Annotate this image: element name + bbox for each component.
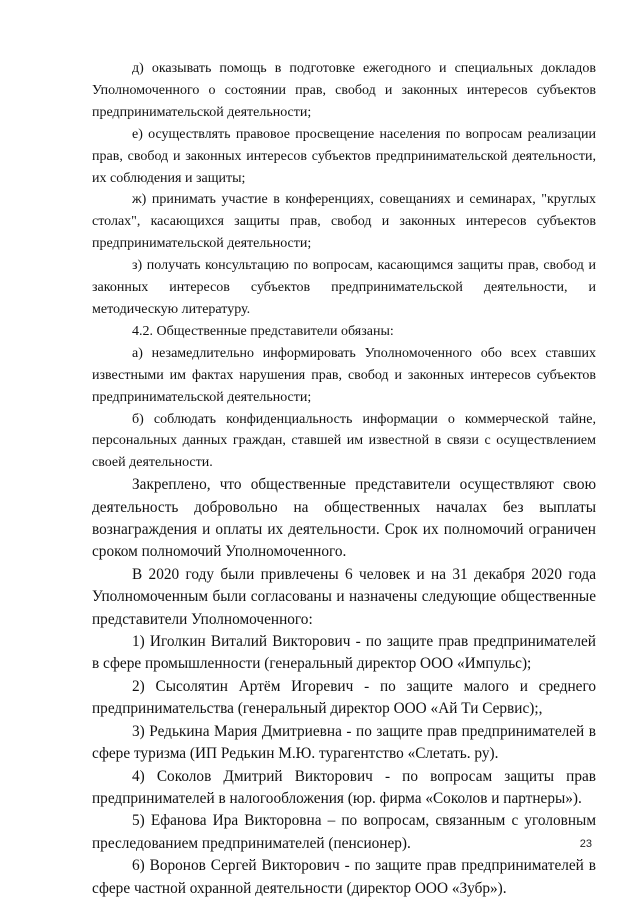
paragraph-b-confidentiality: б) соблюдать конфиденциальность информации о коммерческой тайне, персональных данных граждан, ставшей им известной в связи с осуществлением своей деятельности.: [92, 411, 596, 471]
section-4-2-heading: 4.2. Общественные представители обязаны:: [132, 323, 394, 339]
page-number: 23: [579, 838, 592, 850]
list-item-3-redkina: 3) Редькина Мария Дмитриевна - по защите прав предпринимателей в сфере туризма (ИП Редькин М.Ю. турагентство «Слетать. ру).: [92, 722, 596, 763]
paragraph-d-assist-reports: д) оказывать помощь в подготовке ежегодного и специальных докладов Уполномоченного о состоянии прав, свобод и законных интересов субъектов предпринимательской деятельности;: [92, 61, 596, 120]
list-item-6-voronov: 6) Воронов Сергей Викторович - по защите прав предпринимателей в сфере частной охранной деятельности (директор ООО «Зубр»).: [92, 857, 596, 897]
list-item-2-sysolyatin: 2) Сысолятин Артём Игоревич - по защите малого и среднего предпринимательства (генеральный директор ООО «Ай Ти Сервис);,: [92, 677, 596, 718]
paragraph-z-consultation: з) получать консультацию по вопросам, касающимся защиты прав, свобод и законных интересов субъектов предпринимательской деятельности, и методическую литературу.: [92, 258, 596, 317]
paragraph-a-inform-ombudsman: а) незамедлительно информировать Уполномоченного обо всех ставших известными им фактах нарушения прав, свобод и законных интересов субъектов предпринимательской деятельности;: [92, 345, 596, 405]
list-item-5-efanova: 5) Ефанова Ира Викторовна – по вопросам, связанным с уголовным преследованием предпринимателей (пенсионер).: [92, 812, 596, 852]
paragraph-voluntary-basis: Закреплено, что общественные представители осуществляют свою деятельность добровольно на общественных началах без выплаты вознаграждения и оплаты их деятельности. Срок их полномочий ограничен сроком полномочий Уполномоченного.: [92, 476, 596, 561]
document-page: [92, 58, 596, 900]
list-item-4-sokolov: 4) Соколов Дмитрий Викторович - по вопросам защиты прав предпринимателей в налогообложения (юр. фирма «Соколов и партнеры»).: [92, 767, 596, 807]
paragraph-2020-appointments: В 2020 году были привлечены 6 человек и на 31 декабря 2020 года Уполномоченным были согласованы и назначены следующие общественные представители Уполномоченного:: [92, 565, 596, 628]
paragraph-zh-conferences: ж) принимать участие в конференциях, совещаниях и семинарах, "круглых столах", касающихся защиты прав, свобод и законных интересов субъектов предпринимательской деятельности;: [92, 192, 596, 252]
paragraph-e-legal-education: е) осуществлять правовое просвещение населения по вопросам реализации прав, свобод и законных интересов субъектов предпринимательской деятельности, их соблюдения и защиты;: [92, 126, 596, 186]
list-item-1-igolkin: 1) Иголкин Виталий Викторович - по защите прав предпринимателей в сфере промышленности (генеральный директор ООО «Импульс);: [92, 633, 596, 673]
